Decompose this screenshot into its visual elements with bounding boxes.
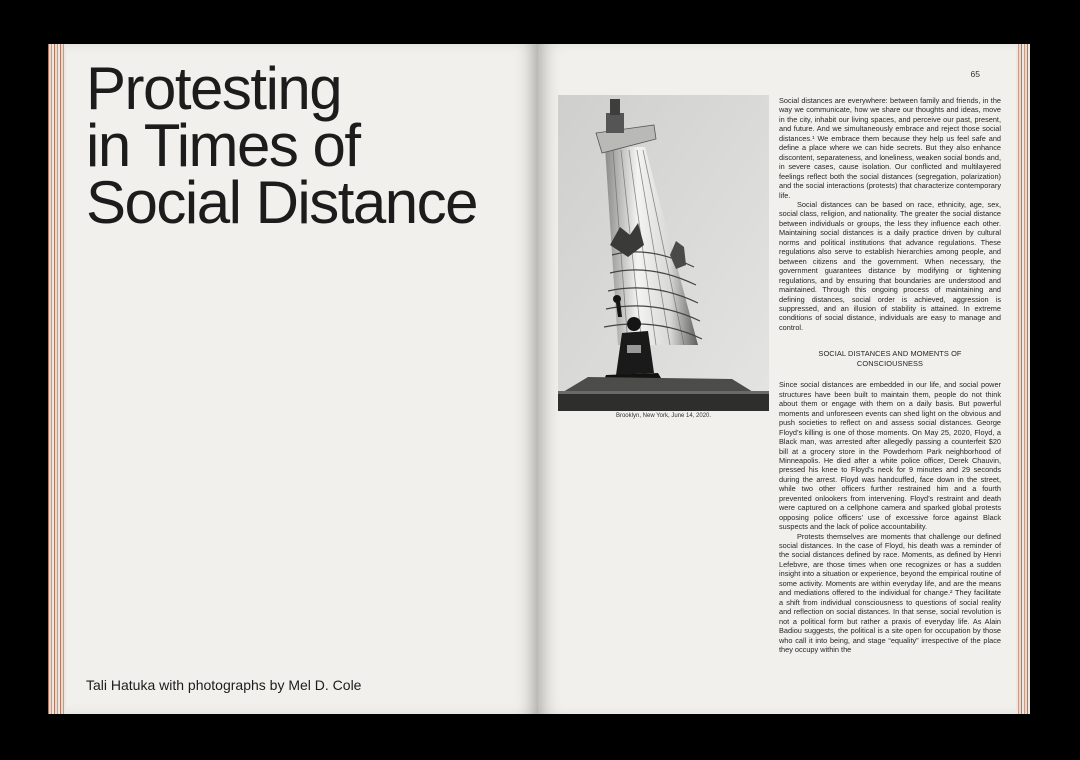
body-paragraph: Social distances can be based on race, ethnicity, age, sex, social class, religion, and nationality. The greater the social distance between individuals or groups, the less they influence each other. Maintaining social distances is a daily practice driven by cultural norms and political institutions that advance regulations. These regulations also serve to establish hierarchies among people, and between citizens and the government. When necessary, the government guarantees distance by modifying or tightening regulations, and by ensuring that boundaries are understood and maintained. Through this ongoing process of maintaining and defining distances, social order is achieved, aggression is suppressed, and an illusion of stability is attained. In extreme conditions of social distance, individuals are easy to manage and control. — [779, 199, 1001, 332]
photo-caption: Brooklyn, New York, June 14, 2020. — [615, 413, 712, 419]
byline: Tali Hatuka with photographs by Mel D. Cole — [86, 677, 362, 693]
page-number: 65 — [970, 69, 980, 79]
section-heading-line: SOCIAL DISTANCES AND MOMENTS OF — [818, 349, 962, 359]
body-paragraph: Social distances are everywhere: between family and friends, in the way we communicate, how we share our thoughts and ideas, move in the city, inhabit our living spaces, and perceive our past, present, and future. And we simultaneously embrace and reject those social distances.¹ We embrace them because they help us feel safe and define a place where we can hide secrets. But they also enhance discontent, separateness, and loneliness, weaken social bonds and, in severe cases, cause isolation. Our conflicted and multilayered feelings reflect both the social distances (segregation, polarization) and the social interactions (protests) that characterize contemporary life. — [779, 96, 1001, 200]
left-page — [48, 44, 538, 714]
article-body — [779, 96, 1001, 654]
right-page — [538, 44, 1030, 714]
monument-photo-illustration — [558, 95, 769, 411]
section-heading-line: CONSCIOUSNESS — [856, 359, 924, 369]
title-line: Protesting — [86, 55, 342, 122]
page-edge-stack — [1016, 44, 1030, 714]
book-spread — [48, 44, 1030, 714]
title-line: Social Distance — [86, 169, 478, 236]
page-edge-stack — [48, 44, 66, 714]
monument-photo — [558, 95, 769, 411]
title-line: in Times of — [86, 112, 360, 179]
section-heading — [779, 349, 1001, 369]
body-paragraph: Since social distances are embedded in our life, and social power structures have been built to maintain them, people do not think about them or engage with them on a daily basis. But powerful moments and unforeseen events can shed light on the obvious and push societies to reflect on and assess social distances. George Floyd’s killing is one of those moments. On May 25, 2020, Floyd, a Black man, was arrested after allegedly passing a counterfeit $20 bill at a grocery store in the Powderhorn Park neighborhood of Minneapolis. He died after a white police officer, Derek Chauvin, pressed his knee to Floyd’s neck for 9 minutes and 29 seconds during the arrest. Floyd was handcuffed, face down in the street, while two other officers further restrained him and a fourth prevented onlookers from intervening. Floyd’s restraint and death were captured on a cellphone camera and sparked global protests opposing police officers’ use of excessive force against Black suspects and the lack of police accountability. — [779, 380, 1001, 532]
body-paragraph: Protests themselves are moments that challenge our defined social distances. In the case of Floyd, his death was a reminder of the social distances defined by race. Moments, as defined by Henri Lefebvre, are those times when one recognizes or has a sudden insight into a situation or experience, beyond the empirical routine of some activity. Moments are within everyday life, and are the means and mediations offered to the individual for change.² They facilitate a shift from individual consciousness to questions of social reality and reflection on social distances. In that sense, social revolution is not a political form but rather a praxis of everyday life. As Alain Badiou suggests, the political is a site open for occupation by those who call it into being, and stage “equality” irrespective of the place they occupy within the — [779, 531, 1001, 655]
article-title — [86, 55, 526, 236]
